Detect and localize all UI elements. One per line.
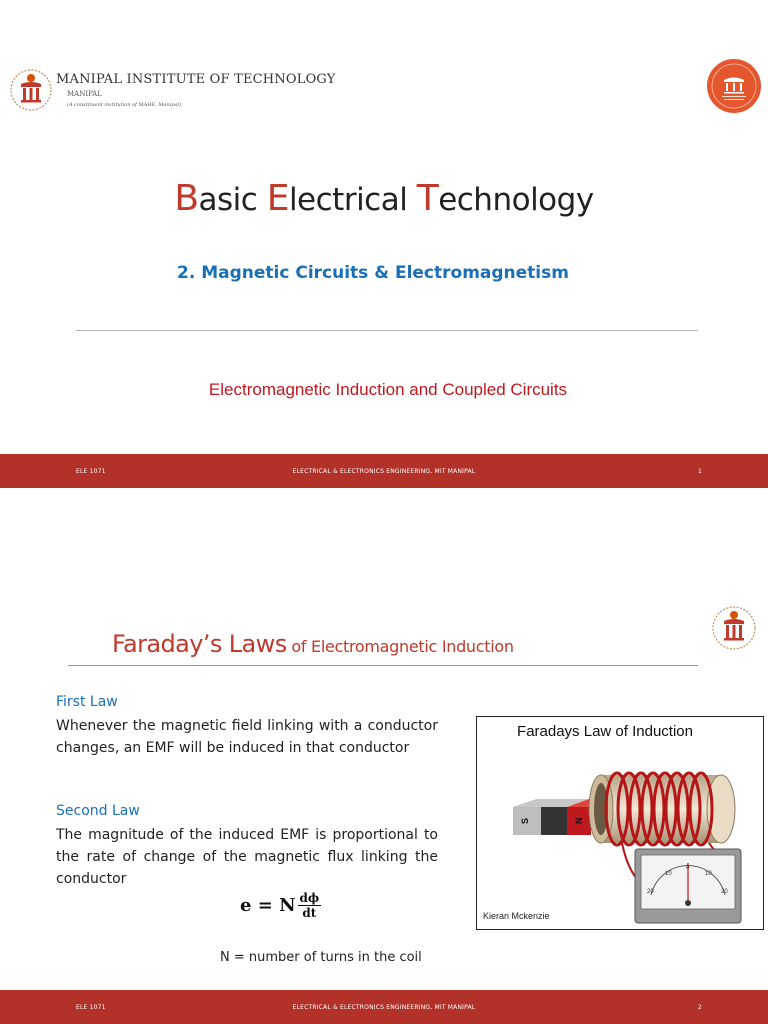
formula-denominator: dt xyxy=(302,906,317,920)
title-part-1: asic xyxy=(198,182,267,218)
figure-credit: Kieran Mckenzie xyxy=(483,911,550,921)
meter-scale-label: 20 xyxy=(721,889,728,895)
slide-title-main: Faraday’s Laws xyxy=(112,630,287,658)
footer-page-number: 2 xyxy=(697,1004,703,1011)
footer-department: ELECTRICAL & ELECTRONICS ENGINEERING, MIT MANIPAL xyxy=(292,1004,476,1011)
institution-location: MANIPAL xyxy=(67,90,102,98)
institution-note: (A constituent institution of MAHE, Manipal) xyxy=(67,102,182,108)
formula-lhs: e = N xyxy=(240,895,296,916)
title-divider xyxy=(76,330,698,331)
title-part-2: lectrical xyxy=(288,182,417,218)
slide-footer xyxy=(0,454,768,488)
slide-2 xyxy=(0,536,768,1024)
title-initial-e: E xyxy=(266,178,289,219)
turns-note: N = number of turns in the coil xyxy=(220,950,422,965)
figure-title: Faradays Law of Induction xyxy=(517,723,693,740)
faraday-figure xyxy=(476,716,764,930)
footer-page-number: 1 xyxy=(697,468,703,475)
formula-numerator: dϕ xyxy=(299,891,320,905)
second-law-heading: Second Law xyxy=(56,803,140,819)
footer-course-code: ELE 1071 xyxy=(76,1004,106,1011)
coil-magnet-illustration xyxy=(477,717,763,929)
slide-footer xyxy=(0,990,768,1024)
mit-emblem-icon xyxy=(710,602,758,656)
title-initial-t: T xyxy=(416,178,439,219)
meter-scale-label: 0 xyxy=(686,865,690,871)
institution-name: MANIPAL INSTITUTE OF TECHNOLOGY xyxy=(56,72,336,87)
first-law-heading: First Law xyxy=(56,694,118,710)
second-law-text: The magnitude of the induced EMF is proportional to the rate of change of the magnetic flux linking the conductor xyxy=(56,827,438,887)
footer-department: ELECTRICAL & ELECTRONICS ENGINEERING, MIT MANIPAL xyxy=(292,468,476,475)
institution-of-eminence-badge-icon xyxy=(706,58,762,114)
meter-scale-label: 10 xyxy=(705,871,712,877)
formula-fraction xyxy=(298,891,322,920)
footer-course-code: ELE 1071 xyxy=(76,468,106,475)
meter-scale-label: 10 xyxy=(665,871,672,877)
lecture-topic: Electromagnetic Induction and Coupled Circuits xyxy=(208,380,568,399)
title-rule xyxy=(68,665,698,666)
magnet-south-label: S xyxy=(520,817,530,824)
slide-1 xyxy=(0,0,768,488)
meter-scale-label: 20 xyxy=(647,889,654,895)
mit-emblem-icon xyxy=(8,66,54,116)
slide-title-rest: of Electromagnetic Induction xyxy=(286,637,514,656)
title-part-3: echnology xyxy=(438,182,594,218)
course-title xyxy=(0,178,768,219)
title-initial-b: B xyxy=(174,178,199,219)
first-law-text: Whenever the magnetic field linking with a conductor changes, an EMF will be induced in that conductor xyxy=(56,718,438,756)
faraday-formula xyxy=(240,891,321,920)
magnet-north-label: N xyxy=(574,817,584,824)
slide-title xyxy=(112,630,514,658)
chapter-subtitle: 2. Magnetic Circuits & Electromagnetism xyxy=(177,263,569,283)
